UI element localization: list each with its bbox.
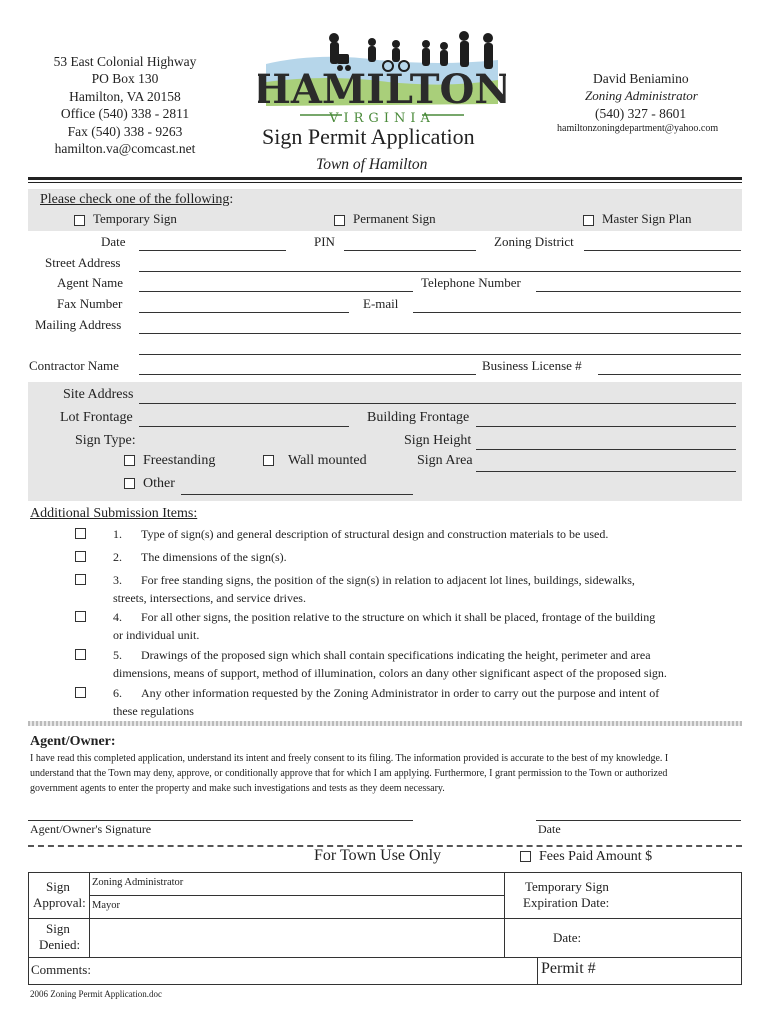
item-2-box[interactable] — [75, 551, 86, 562]
temp-sign-label: Temporary Sign — [525, 879, 609, 894]
item-number: 6. — [113, 686, 122, 700]
contractor-name-label: Contractor Name — [29, 358, 119, 373]
building-frontage-label: Building Frontage — [367, 410, 470, 425]
fax-number-field[interactable] — [139, 298, 349, 313]
office-address-line2: PO Box 130 — [91, 71, 159, 87]
footer-doc-name: 2006 Zoning Permit Application.doc — [30, 989, 162, 999]
admin-email: hamiltonzoningdepartment@yahoo.com — [557, 123, 719, 134]
logo-art — [258, 30, 506, 130]
denied-date-label: Date: — [553, 930, 582, 945]
item-text: Any other information requested by the Zoning Administrator in order to carry out the purpose and intent of — [141, 686, 660, 700]
admin-role: Zoning Administrator — [585, 88, 698, 103]
office-address-line1: 53 East Colonial Highway — [53, 54, 197, 69]
town-use-heading: For Town Use Only — [314, 847, 442, 864]
mailing-address-field-2[interactable] — [139, 340, 741, 355]
zoning-admin-label: Zoning Administrator — [92, 877, 184, 888]
list-item — [113, 609, 655, 644]
wall-mounted-label: Wall mounted — [288, 453, 367, 468]
item-text: For all other signs, the position relative to the structure on which it shall be placed, frontage of the building — [141, 610, 656, 624]
office-phone: Office (540) 338 - 2811 — [60, 106, 190, 122]
item-text: For free standing signs, the position of the sign(s) in relation to adjacent lot lines, buildings, sidewalks, — [141, 573, 635, 587]
checkbox-other[interactable] — [124, 478, 135, 489]
item-checkbox-1[interactable] — [75, 524, 94, 540]
checkbox-master[interactable] — [583, 215, 594, 226]
pin-label: PIN — [314, 234, 335, 249]
zoning-district-field[interactable] — [584, 236, 741, 251]
signature-label: Agent/Owner's Signature — [30, 822, 152, 836]
telephone-field[interactable] — [536, 277, 741, 292]
hamilton-logo — [258, 30, 506, 130]
permit-number-label: Permit # — [541, 960, 596, 977]
col-divider-permit — [537, 957, 538, 984]
option-permanent-sign[interactable] — [334, 211, 436, 227]
other-label: Other — [143, 476, 175, 491]
header-rule-thin — [28, 182, 742, 183]
item-text-cont: streets, intersections, and service drives. — [113, 590, 306, 605]
office-address — [25, 53, 225, 157]
email-label: E-mail — [363, 296, 399, 311]
building-frontage-field[interactable] — [476, 412, 736, 427]
page-title: Sign Permit Application — [262, 124, 475, 149]
item-checkbox-3[interactable] — [75, 570, 94, 586]
item-checkbox-2[interactable] — [75, 547, 94, 563]
item-text-cont: or individual unit. — [113, 627, 200, 642]
statement-line1: I have read this completed application, understand its intent and freely consent to its filing. The information provided is accurate to the best of my knowledge. I — [30, 753, 669, 764]
item-text: Type of sign(s) and general description of structural design and construction materials to be used. — [141, 527, 609, 541]
option-temporary-sign[interactable] — [74, 211, 177, 227]
agent-name-field[interactable] — [139, 277, 413, 292]
row-divider-approval — [89, 895, 504, 896]
item-1-box[interactable] — [75, 528, 86, 539]
option-wall-mounted[interactable] — [263, 453, 367, 469]
mailing-address-field[interactable] — [139, 319, 741, 334]
sign-type-prompt-text: Please check one of the following — [40, 192, 230, 207]
pin-field[interactable] — [344, 236, 476, 251]
header-rule — [28, 177, 742, 180]
item-number: 4. — [113, 610, 122, 624]
option-master-sign-plan[interactable] — [583, 211, 692, 227]
sign-height-field[interactable] — [476, 435, 736, 450]
list-item — [113, 572, 635, 607]
business-license-label: Business License # — [482, 358, 582, 373]
sign-area-field[interactable] — [476, 457, 736, 472]
list-item — [113, 647, 667, 682]
item-3-box[interactable] — [75, 574, 86, 585]
denied-label: Denied: — [39, 937, 81, 952]
section-divider — [28, 721, 742, 726]
freestanding-label: Freestanding — [143, 453, 216, 468]
checkbox-permanent[interactable] — [334, 215, 345, 226]
street-address-label: Street Address — [45, 255, 121, 270]
statement-line3: government agents to enter the property and make such investigations and tests as they deem necessary. — [30, 783, 445, 794]
admin-name: David Beniamino — [593, 71, 689, 86]
checkbox-freestanding[interactable] — [124, 455, 135, 466]
option-permanent-label: Permanent Sign — [353, 211, 436, 226]
mailing-address-label: Mailing Address — [35, 317, 122, 332]
approval-label: Approval: — [33, 895, 86, 910]
sign-denied-label: Sign — [46, 921, 70, 936]
sign-type-label: Sign Type: — [75, 433, 136, 448]
item-number: 5. — [113, 648, 122, 662]
zoning-district-label: Zoning District — [494, 234, 574, 249]
logo-word: HAMILTON — [258, 66, 506, 113]
sign-height-label: Sign Height — [404, 433, 472, 448]
option-other[interactable] — [124, 476, 175, 492]
list-item — [113, 549, 287, 567]
expiration-date-label: Expiration Date: — [523, 895, 610, 910]
signature-date-field[interactable] — [536, 806, 741, 821]
lot-frontage-field[interactable] — [139, 412, 349, 427]
item-checkbox-4[interactable] — [75, 607, 94, 623]
office-email: hamilton.va@comcast.net — [54, 141, 196, 157]
statement-line2: understand that the Town may deny, approve, or conditionally approve that for which I am applying. Furthermore, I grant permission to the Town or authorized — [30, 768, 668, 779]
option-freestanding[interactable] — [124, 453, 215, 469]
sign-area-label: Sign Area — [417, 453, 473, 468]
page-subtitle: Town of Hamilton — [316, 156, 428, 173]
list-item — [113, 685, 659, 720]
signature-field[interactable] — [28, 806, 413, 821]
row-divider-bottom — [29, 957, 741, 958]
col-divider-1 — [89, 873, 90, 957]
town-use-box — [28, 872, 742, 985]
lot-frontage-label: Lot Frontage — [60, 410, 133, 425]
col-divider-2 — [504, 873, 505, 957]
option-temporary-label: Temporary Sign — [93, 211, 177, 226]
item-4-box[interactable] — [75, 611, 86, 622]
comments-label: Comments: — [31, 962, 91, 977]
business-license-field[interactable] — [598, 360, 741, 375]
checkbox-temporary[interactable] — [74, 215, 85, 226]
other-field[interactable] — [181, 480, 413, 495]
date-label: Date — [101, 234, 126, 249]
office-fax: Fax (540) 338 - 9263 — [67, 123, 183, 139]
item-text: Drawings of the proposed sign which shall contain specifications indicating the height, perimeter and area — [141, 648, 651, 662]
item-number: 1. — [113, 527, 122, 541]
mayor-label: Mayor — [92, 900, 120, 911]
item-checkbox-5[interactable] — [75, 645, 94, 661]
option-master-label: Master Sign Plan — [602, 211, 692, 226]
list-item — [113, 526, 608, 544]
item-text-cont: these regulations — [113, 703, 194, 718]
row-divider-mid — [29, 918, 741, 919]
fax-number-label: Fax Number — [57, 296, 123, 311]
office-address-line3: Hamilton, VA 20158 — [69, 88, 181, 104]
checkbox-fees-paid[interactable] — [520, 851, 531, 862]
fees-paid-label: Fees Paid Amount $ — [539, 849, 653, 864]
admin-phone: (540) 327 - 8601 — [595, 106, 687, 121]
item-checkbox-6[interactable] — [75, 683, 94, 699]
item-text-cont: dimensions, means of support, method of illumination, colors an dany other significant aspect of the proposed sign. — [113, 665, 667, 680]
sign-type-prompt — [40, 192, 233, 208]
street-address-field[interactable] — [139, 257, 741, 272]
telephone-label: Telephone Number — [421, 275, 521, 290]
item-text: The dimensions of the sign(s). — [141, 550, 287, 564]
item-5-box[interactable] — [75, 649, 86, 660]
item-6-box[interactable] — [75, 687, 86, 698]
site-address-label: Site Address — [63, 387, 134, 402]
sign-label: Sign — [46, 879, 70, 894]
logo-state: VIRGINIA — [329, 111, 435, 126]
site-address-field[interactable] — [139, 389, 736, 404]
agent-name-label: Agent Name — [57, 275, 124, 290]
fees-paid[interactable] — [520, 849, 652, 865]
date-field[interactable] — [139, 236, 286, 251]
item-number: 2. — [113, 550, 122, 564]
item-number: 3. — [113, 573, 122, 587]
checkbox-wall-mounted[interactable] — [263, 455, 274, 466]
agent-owner-heading: Agent/Owner: — [30, 734, 116, 749]
email-field[interactable] — [413, 298, 741, 313]
signature-date-label: Date — [538, 822, 561, 836]
contractor-name-field[interactable] — [139, 360, 476, 375]
sign-type-prompt-colon: : — [229, 192, 234, 207]
additional-heading: Additional Submission Items: — [30, 506, 198, 521]
